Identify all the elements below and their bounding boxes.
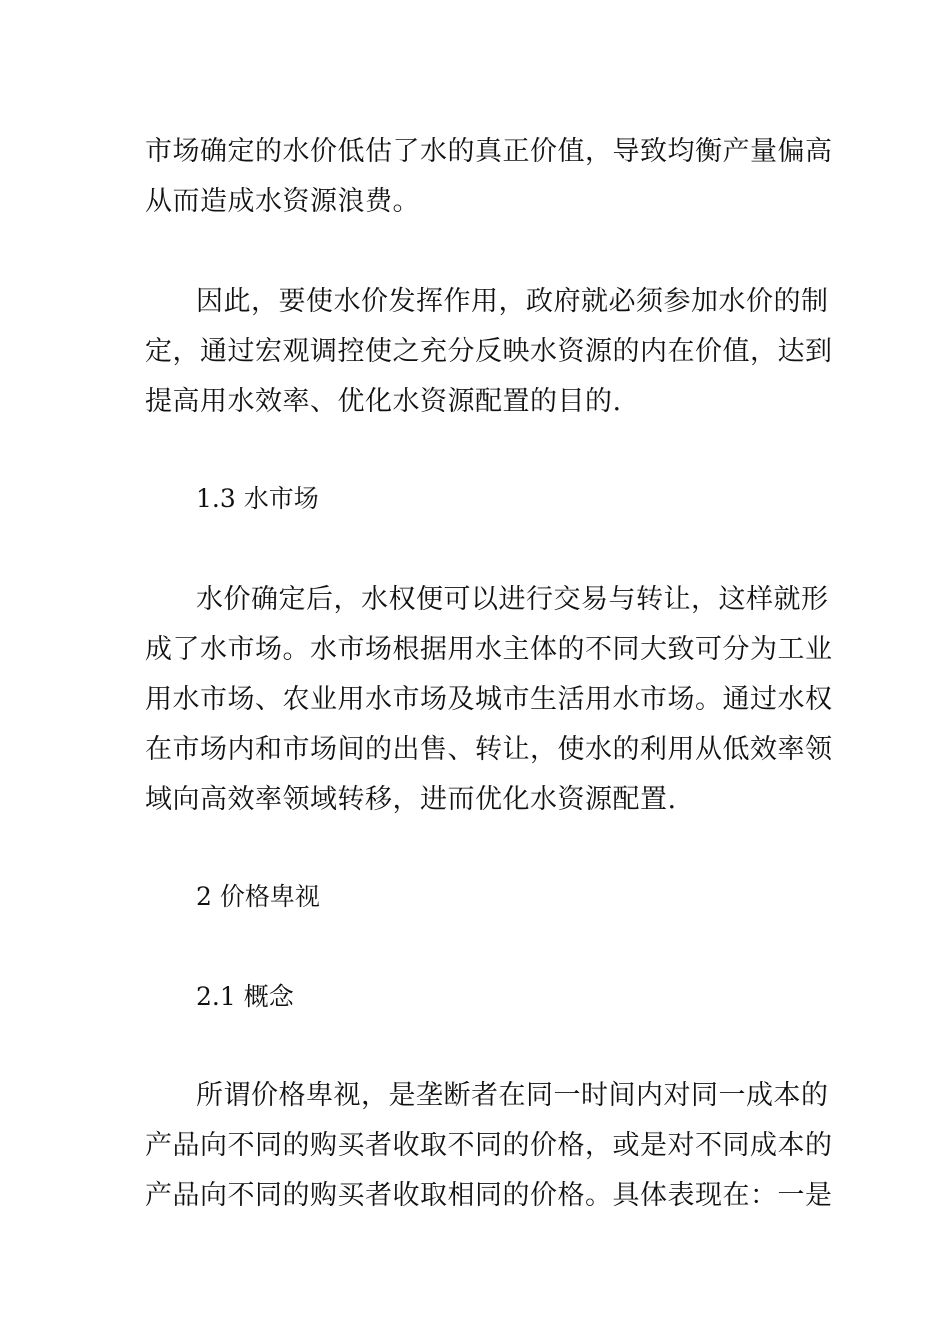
paragraph-4-line-2: 产品向不同的购买者收取不同的价格，或是对不同成本的: [145, 1130, 833, 1161]
paragraph-1-line-1: 市场确定的水价低估了水的真正价值，导致均衡产量偏高: [145, 136, 833, 167]
paragraph-3-line-1: 水价确定后，水权便可以进行交易与转让，这样就形: [196, 584, 829, 615]
paragraph-4-line-1: 所谓价格卑视，是垄断者在同一时间内对同一成本的: [196, 1080, 829, 1111]
paragraph-1-line-2: 从而造成水资源浪费。: [145, 186, 420, 217]
section-heading-1-3: 1.3 水市场: [196, 484, 319, 513]
paragraph-2-line-2: 定，通过宏观调控使之充分反映水资源的内在价值，达到: [145, 336, 833, 367]
paragraph-2-line-1: 因此，要使水价发挥作用，政府就必须参加水价的制: [196, 286, 829, 317]
paragraph-3-line-3: 用水市场、农业用水市场及城市生活用水市场。通过水权: [145, 684, 833, 715]
paragraph-2-line-3: 提高用水效率、优化水资源配置的目的.: [145, 386, 622, 417]
paragraph-4-line-3: 产品向不同的购买者收取相同的价格。具体表现在：一是: [145, 1180, 833, 1211]
section-heading-2: 2 价格卑视: [196, 882, 320, 911]
paragraph-3-line-2: 成了水市场。水市场根据用水主体的不同大致可分为工业: [145, 634, 833, 665]
paragraph-3-line-5: 域向高效率领域转移，进而优化水资源配置.: [145, 784, 677, 815]
paragraph-3-line-4: 在市场内和市场间的出售、转让，使水的利用从低效率领: [145, 734, 833, 765]
section-heading-2-1: 2.1 概念: [196, 982, 294, 1011]
